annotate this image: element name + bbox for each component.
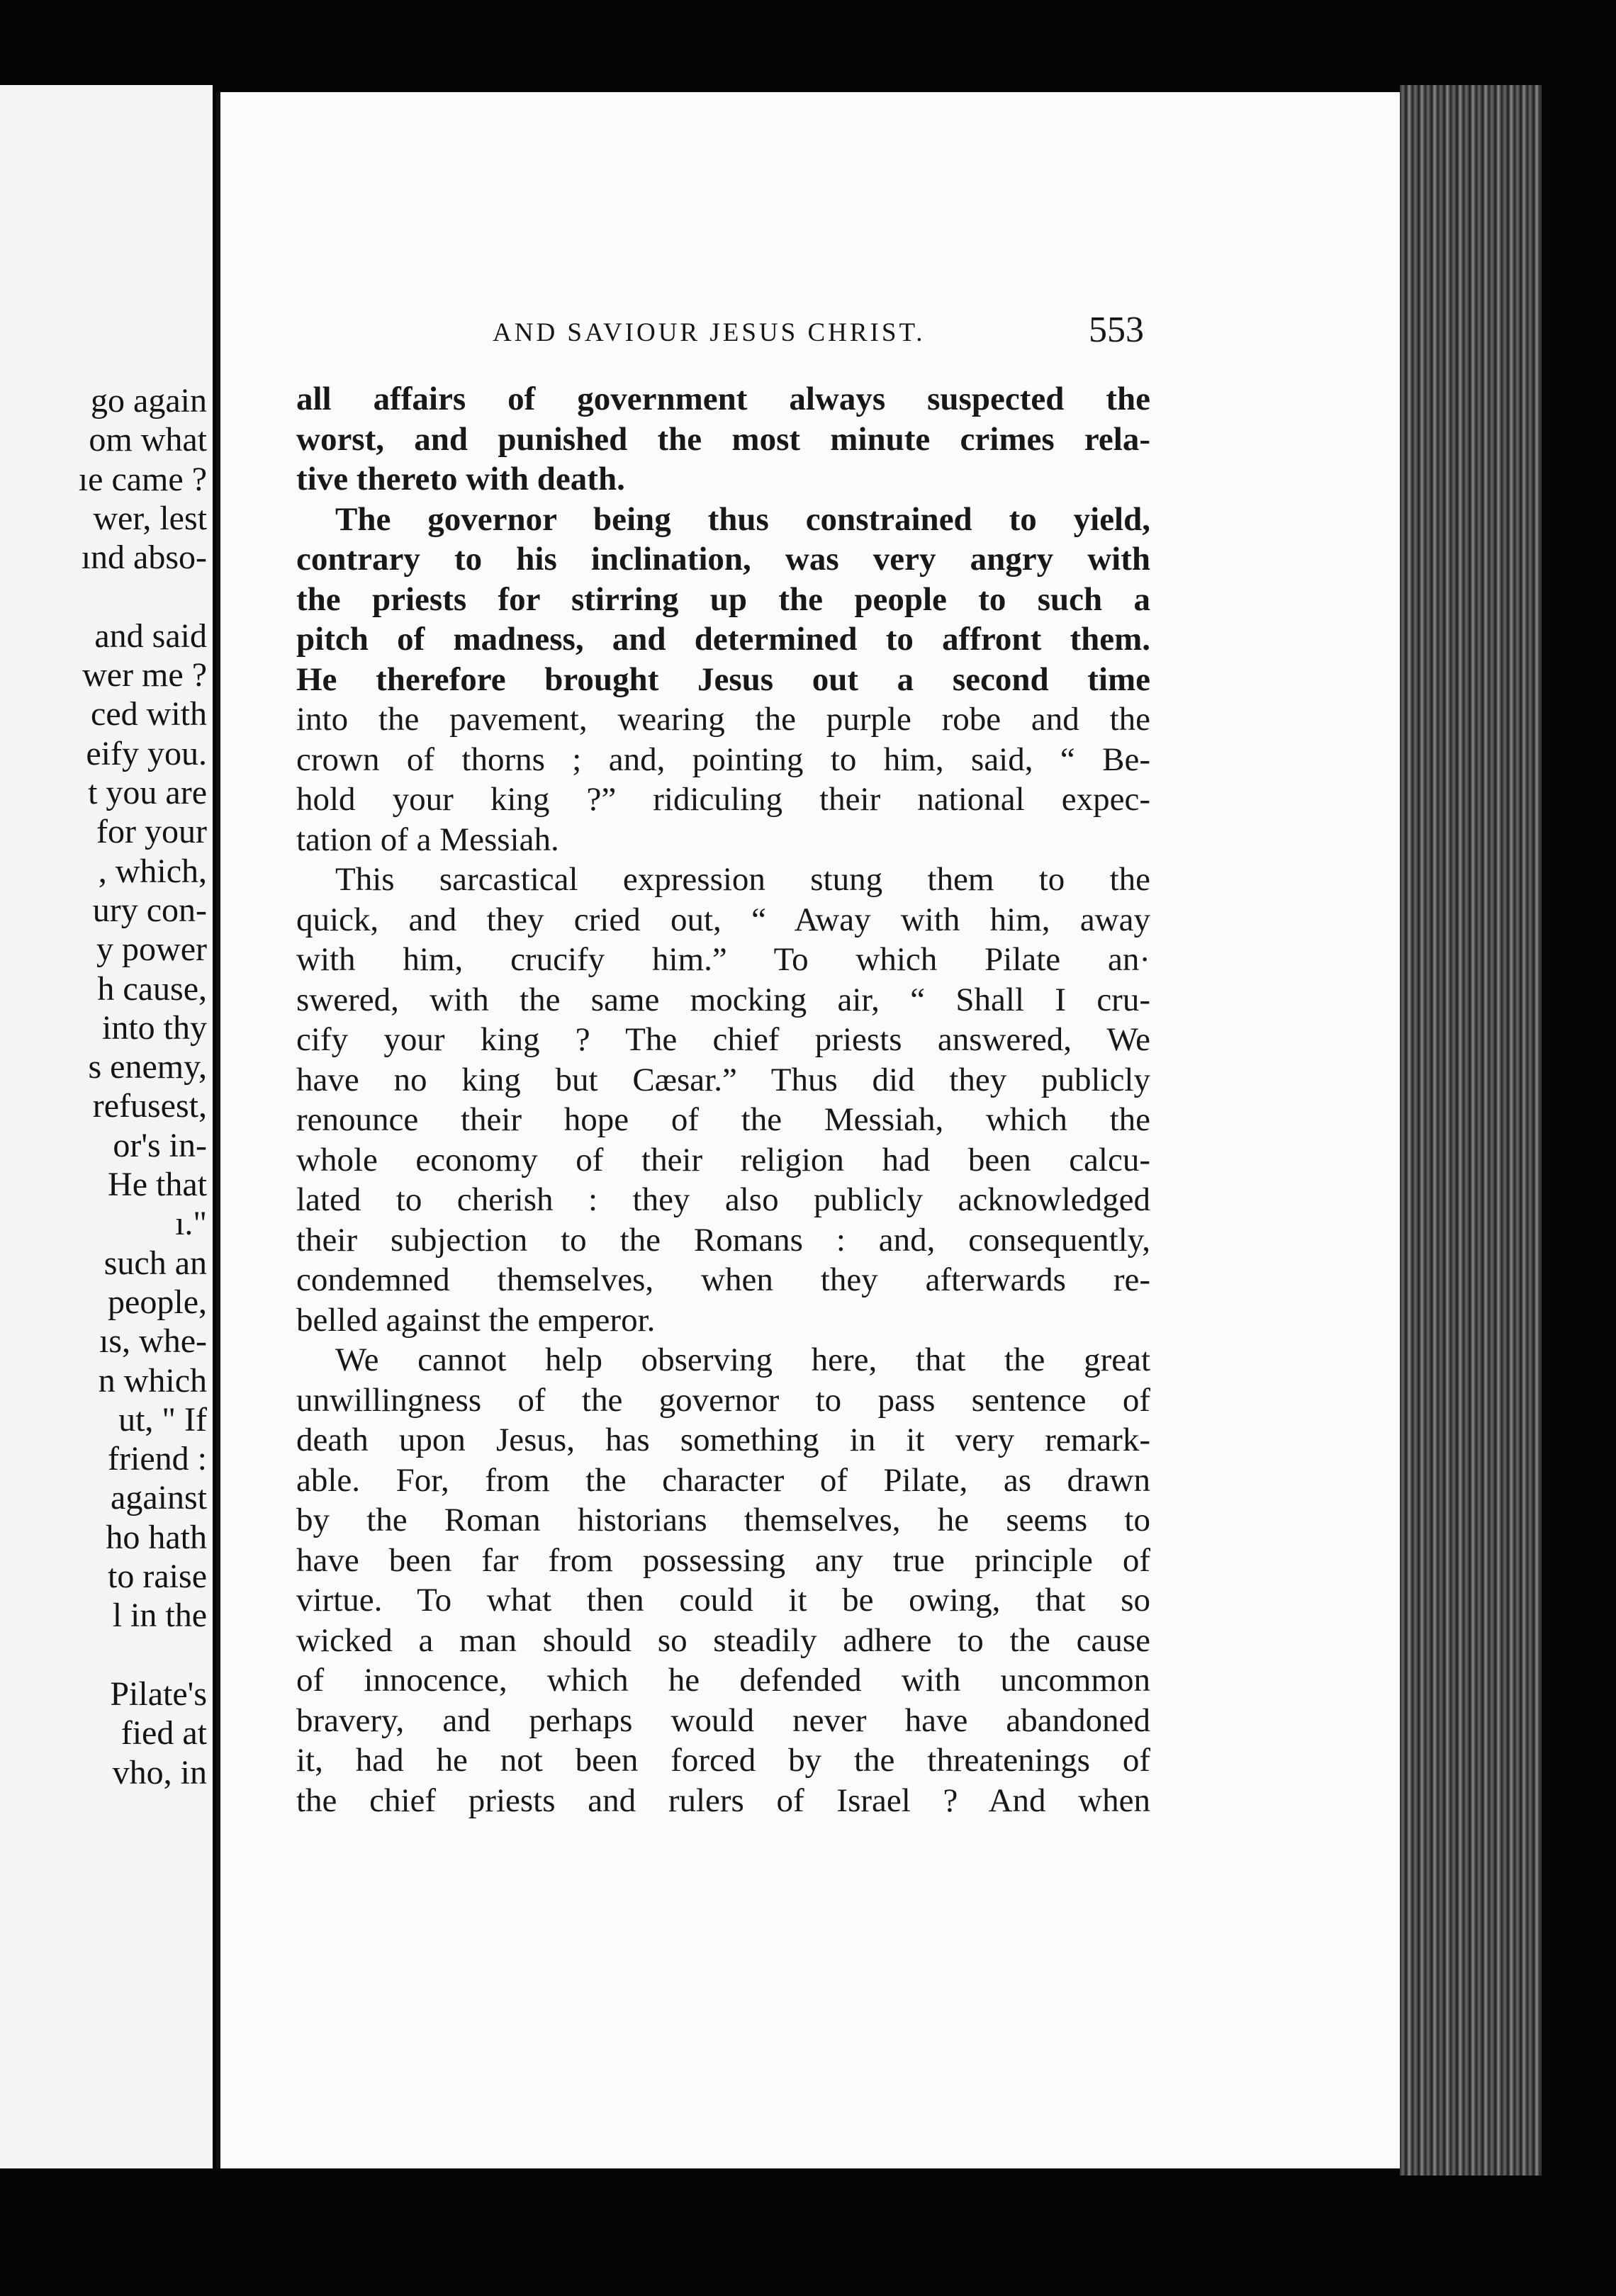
page-number: 553	[1089, 310, 1144, 350]
body-line: belled against the emperor.	[296, 1301, 656, 1339]
body-line: unwillingness of the governor to pass sentence of	[296, 1381, 1150, 1419]
facing-page-line: to raise	[108, 1558, 207, 1595]
facing-page-fragment	[0, 85, 213, 2168]
body-line: We cannot help observing here, that the great	[335, 1341, 1150, 1378]
body-line: contrary to his inclination, was very angry with	[296, 541, 1150, 578]
facing-page-line: go again	[91, 382, 207, 420]
running-head: AND SAVIOUR JESUS CHRIST.	[493, 318, 926, 347]
body-line: tation of a Messiah.	[296, 821, 559, 858]
body-line: able. For, from the character of Pilate, as drawn	[296, 1461, 1150, 1499]
body-line: with him, crucify him.” To which Pilate an·	[296, 941, 1150, 978]
body-line: the chief priests and rulers of Israel ? And when	[296, 1782, 1150, 1819]
facing-page-line: ury con-	[92, 891, 207, 929]
body-line: quick, and they cried out, “ Away with him, away	[296, 901, 1150, 938]
facing-page-line: wer me ?	[82, 656, 207, 694]
body-line: bravery, and perhaps would never have abandoned	[296, 1701, 1150, 1739]
body-line: cify your king ? The chief priests answered, We	[296, 1021, 1150, 1058]
facing-page-line: , which,	[98, 852, 207, 890]
facing-page-line: wer, lest	[93, 499, 207, 537]
body-line: their subjection to the Romans : and, consequently,	[296, 1221, 1150, 1259]
body-line: all affairs of government always suspected the	[296, 381, 1150, 417]
facing-page-line: t you are	[88, 774, 207, 811]
facing-page-line: y power	[96, 930, 207, 969]
body-line: virtue. To what then could it be owing, that so	[296, 1582, 1150, 1619]
facing-page-line: om what	[89, 421, 207, 459]
body-line: it, had he not been forced by the threatenings of	[296, 1742, 1150, 1779]
facing-page-line: against	[111, 1479, 207, 1517]
facing-page-line: such an	[103, 1244, 207, 1282]
facing-page-line: people,	[108, 1283, 207, 1321]
body-line: lated to cherish : they also publicly acknowledged	[296, 1181, 1150, 1218]
facing-page-line: l in the	[112, 1597, 207, 1635]
facing-page-line: s enemy,	[88, 1048, 207, 1086]
body-line: have been far from possessing any true principle of	[296, 1541, 1150, 1579]
facing-page-line: for your	[96, 813, 207, 851]
body-text	[296, 379, 1150, 1821]
facing-page-line: h cause,	[97, 969, 207, 1008]
page-edges	[1400, 85, 1542, 2176]
facing-page-line: ıs, whe-	[99, 1322, 207, 1361]
body-line: crown of thorns ; and, pointing to him, said, “ Be-	[296, 741, 1150, 778]
facing-page-line: fied at	[120, 1714, 207, 1752]
facing-page-line: ced with	[91, 695, 207, 733]
body-line: into the pavement, wearing the purple robe and the	[296, 701, 1150, 738]
facing-page-line: Pilate's	[110, 1675, 207, 1713]
body-line: worst, and punished the most minute crimes rela-	[296, 420, 1150, 458]
body-line: renounce their hope of the Messiah, which the	[296, 1101, 1150, 1138]
facing-page-line: eify you.	[86, 734, 207, 772]
body-line: He therefore brought Jesus out a second time	[296, 660, 1150, 698]
facing-page-line: He that	[108, 1166, 207, 1203]
body-line: death upon Jesus, has something in it very remark-	[296, 1422, 1150, 1458]
facing-page-line: ut, " If	[118, 1400, 207, 1439]
facing-page-line: or's in-	[113, 1126, 207, 1164]
body-line: The governor being thus constrained to yield,	[335, 500, 1150, 538]
body-line: whole economy of their religion had been calcu-	[296, 1141, 1150, 1178]
body-line: This sarcastical expression stung them to the	[335, 861, 1150, 898]
body-line: pitch of madness, and determined to affront them.	[296, 621, 1150, 658]
facing-page-line: into thy	[101, 1008, 207, 1047]
body-line: wicked a man should so steadily adhere to the cause	[296, 1621, 1150, 1659]
body-line: swered, with the same mocking air, “ Shall I cru-	[296, 981, 1150, 1018]
facing-page-line: vho, in	[112, 1753, 207, 1791]
body-line: of innocence, which he defended with uncommon	[296, 1662, 1150, 1699]
body-line: tive thereto with death.	[296, 461, 625, 497]
body-line: condemned themselves, when they afterwards re-	[296, 1261, 1150, 1298]
facing-page-line: refusest,	[92, 1087, 207, 1125]
facing-page-line: ho hath	[106, 1518, 207, 1556]
body-line: by the Roman historians themselves, he seems to	[296, 1502, 1150, 1538]
body-line: the priests for stirring up the people to such a	[296, 580, 1150, 618]
facing-page-line: ı."	[175, 1205, 207, 1243]
body-line: hold your king ?” ridiculing their national expec-	[296, 781, 1150, 818]
facing-page-line: friend :	[108, 1440, 207, 1478]
body-line: have no king but Cæsar.” Thus did they publicly	[296, 1061, 1150, 1098]
facing-page-line: ıe came ?	[78, 460, 207, 498]
facing-page-line: and said	[94, 617, 207, 655]
facing-page-line: n which	[98, 1361, 207, 1400]
facing-page-line: ınd abso-	[81, 539, 207, 577]
